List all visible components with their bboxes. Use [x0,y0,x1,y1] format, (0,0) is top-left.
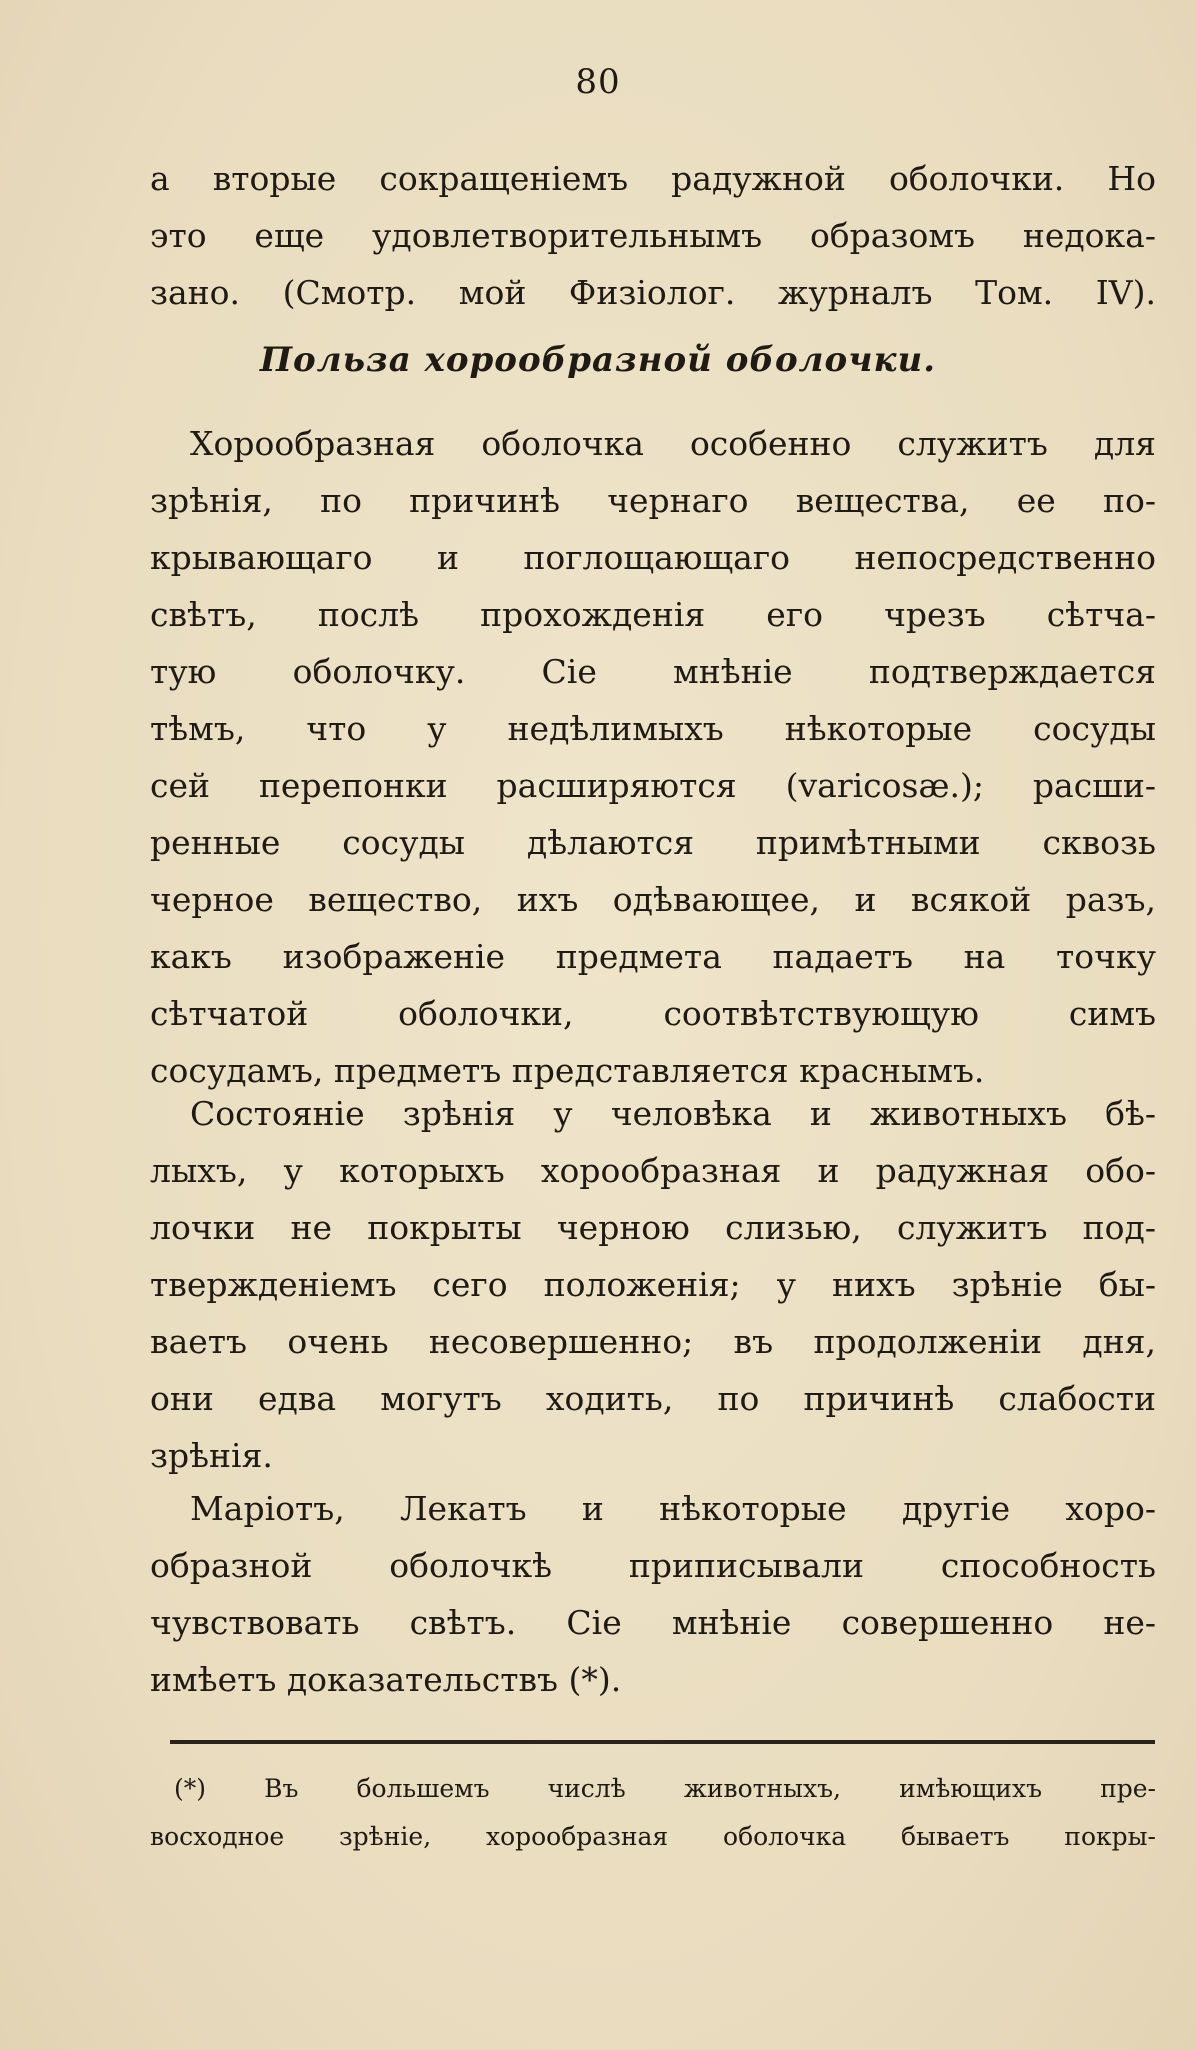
paragraph-choroid-use [150,415,1156,1099]
text-line: крывающаго и поглощающаго непосредственно [150,538,1156,577]
text-line: какъ изображенiе предмета падаетъ на точку [150,937,1156,976]
footnote [150,1765,1156,1861]
text-line: твержденiемъ сего положенiя; у нихъ зрѣнiе бы- [150,1265,1156,1304]
text-line: Хорообразная оболочка особенно служитъ для [190,424,1156,463]
footnote-line: восходное зрѣнiе, хорообразная оболочка бываетъ покры- [150,1822,1156,1851]
text-line: а вторые сокращенiемъ радужной оболочки. Но [150,159,1156,198]
text-line: сосудамъ, предметъ представляется краснымъ. [150,1051,985,1090]
section-heading: Польза хорообразной оболочки. [259,340,937,380]
text-line: они едва могутъ ходить, по причинѣ слабости [150,1379,1156,1418]
paragraph-albino-vision [150,1085,1156,1484]
page-number: 80 [575,62,621,102]
text-line: зрѣнiя, по причинѣ чернаго вещества, ее по- [150,481,1156,520]
text-line: Состоянiе зрѣнiя у человѣка и животныхъ бѣ- [190,1094,1156,1133]
text-line: лыхъ, у которыхъ хорообразная и радужная обо- [150,1151,1156,1190]
paragraph-mariotte [150,1480,1156,1708]
text-line: черное вещество, ихъ одѣвающее, и всякой разъ, [150,880,1156,919]
text-line: сѣтчатой оболочки, соотвѣтствующую симъ [150,994,1156,1033]
text-line: лочки не покрыты черною слизью, служитъ под- [150,1208,1156,1247]
text-line: зано. (Смотр. мой Физiолог. журналъ Том. IV). [150,273,1156,312]
footnote-divider [170,1740,1155,1744]
paragraph-continuation [150,150,1156,321]
text-line: ренные сосуды дѣлаются примѣтными сквозь [150,823,1156,862]
text-line: сей перепонки расширяются (varicosæ.); расши- [150,766,1156,805]
text-line: зрѣнiя. [150,1436,273,1475]
text-line: имѣетъ доказательствъ (*). [150,1660,622,1699]
text-line: ваетъ очень несовершенно; въ продолженiи дня, [150,1322,1156,1361]
text-line: Марiотъ, Лекатъ и нѣкоторые другiе хоро- [190,1489,1156,1528]
text-line: чувствовать свѣтъ. Сiе мнѣнiе совершенно не- [150,1603,1156,1642]
text-line: образной оболочкѣ приписывали способность [150,1546,1156,1585]
text-line: тѣмъ, что у недѣлимыхъ нѣкоторые сосуды [150,709,1156,748]
text-line: свѣтъ, послѣ прохожденiя его чрезъ сѣтча- [150,595,1156,634]
text-line: тую оболочку. Сiе мнѣнiе подтверждается [150,652,1156,691]
text-line: это еще удовлетворительнымъ образомъ недока- [150,216,1156,255]
footnote-line: (*) Въ большемъ числѣ животныхъ, имѣющихъ пре- [174,1774,1156,1803]
